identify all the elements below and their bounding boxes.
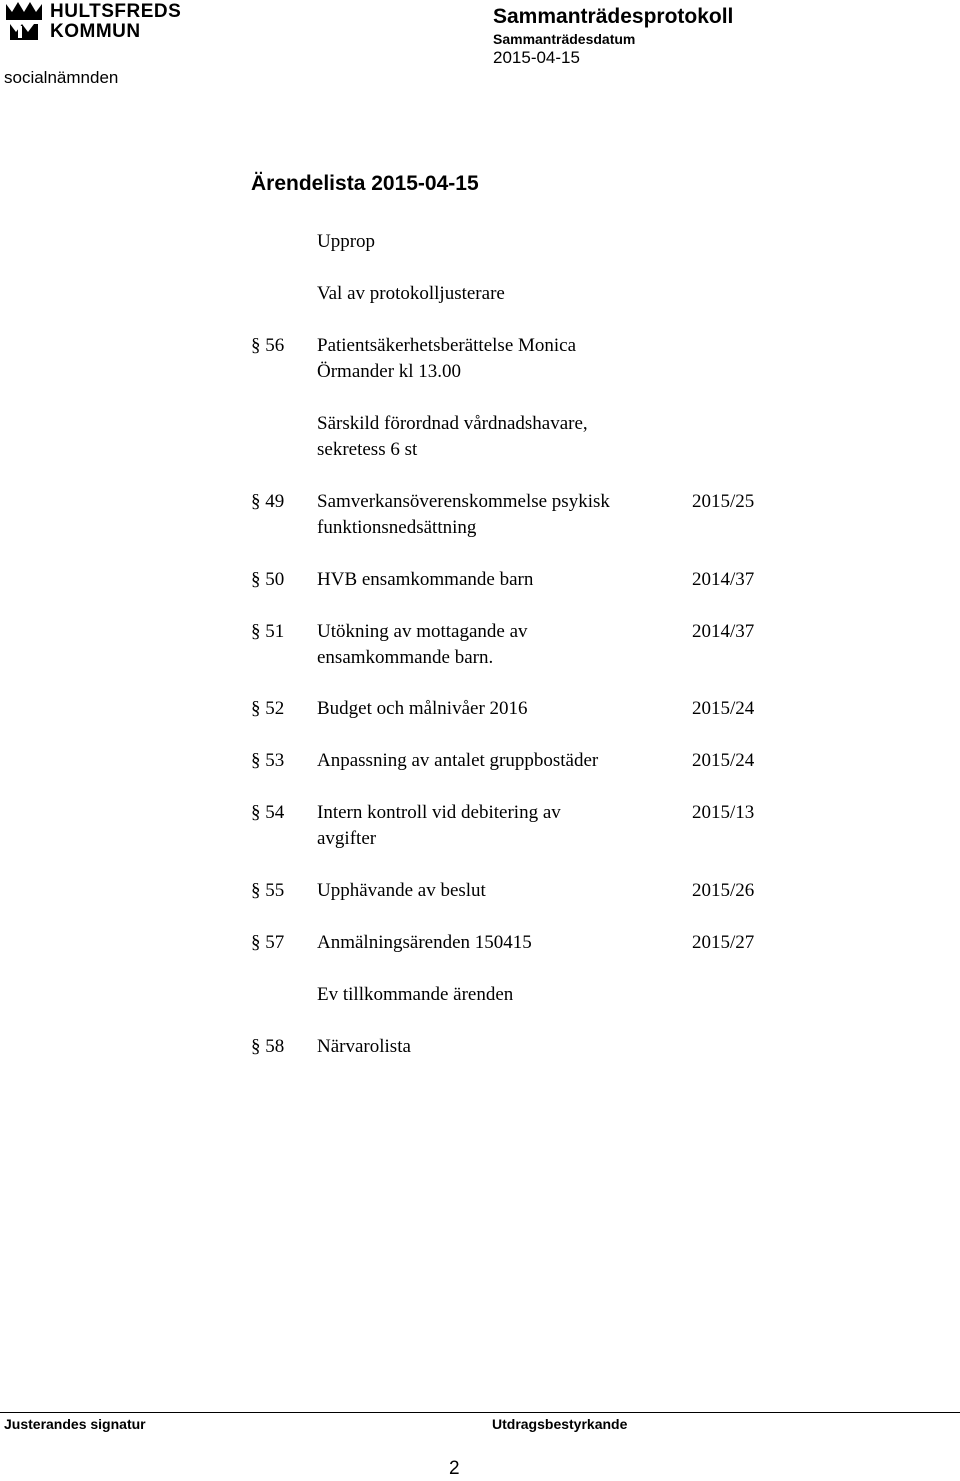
logo-text-line1: HULTSFREDS [50,1,182,22]
municipality-logo [4,0,182,44]
item-text: Anpassning av antalet gruppbostäder [317,750,599,771]
date-value: 2015-04-15 [493,48,580,67]
paragraph-number: § 52 [251,698,285,719]
paragraph-number: § 56 [251,335,285,356]
item-text: HVB ensamkommande barn [317,569,534,590]
paragraph-number: § 54 [251,802,285,823]
diary-number: 2015/25 [692,491,755,512]
paragraph-number: § 57 [251,932,285,953]
item-text: Närvarolista [317,1036,411,1057]
item-text: Samverkansöverenskommelse psykisk funktionsnedsättning [317,491,610,538]
item-text: Upphävande av beslut [317,880,486,901]
paragraph-number: § 53 [251,750,285,771]
certification-label: Utdragsbestyrkande [492,1416,628,1432]
diary-number: 2015/24 [692,698,755,719]
item-text: Budget och målnivåer 2016 [317,698,528,719]
item-text: Upprop [317,231,376,252]
item-text: Ev tillkommande ärenden [317,984,514,1005]
item-text: Intern kontroll vid debitering av avgifter [317,802,561,849]
diary-number: 2015/13 [692,802,755,823]
item-text: Anmälningsärenden 150415 [317,932,532,953]
signature-label: Justerandes signatur [4,1416,146,1432]
item-text: Utökning av mottagande av ensamkommande barn. [317,621,528,668]
paragraph-number: § 55 [251,880,285,901]
diary-number: 2014/37 [692,569,755,590]
diary-number: 2014/37 [692,621,755,642]
page-number: 2 [449,1458,460,1479]
diary-number: 2015/26 [692,880,755,901]
item-text: Val av protokolljusterare [317,283,505,304]
document-title: Sammanträdesprotokoll [493,5,734,28]
paragraph-number: § 50 [251,569,285,590]
diary-number: 2015/24 [692,750,755,771]
department-name: socialnämnden [4,68,119,87]
diary-number: 2015/27 [692,932,755,953]
date-label: Sammanträdesdatum [493,31,636,47]
crown-logo-icon [4,0,44,44]
footer-divider [0,1412,960,1413]
item-text: Särskild förordnad vårdnadshavare, sekretess 6 st [317,413,588,460]
paragraph-number: § 51 [251,621,285,642]
item-text: Patientsäkerhetsberättelse Monica Örmander kl 13.00 [317,335,577,382]
logo-text-line2: KOMMUN [50,21,141,42]
agenda-title: Ärendelista 2015-04-15 [251,172,479,195]
paragraph-number: § 49 [251,491,285,512]
paragraph-number: § 58 [251,1036,285,1057]
